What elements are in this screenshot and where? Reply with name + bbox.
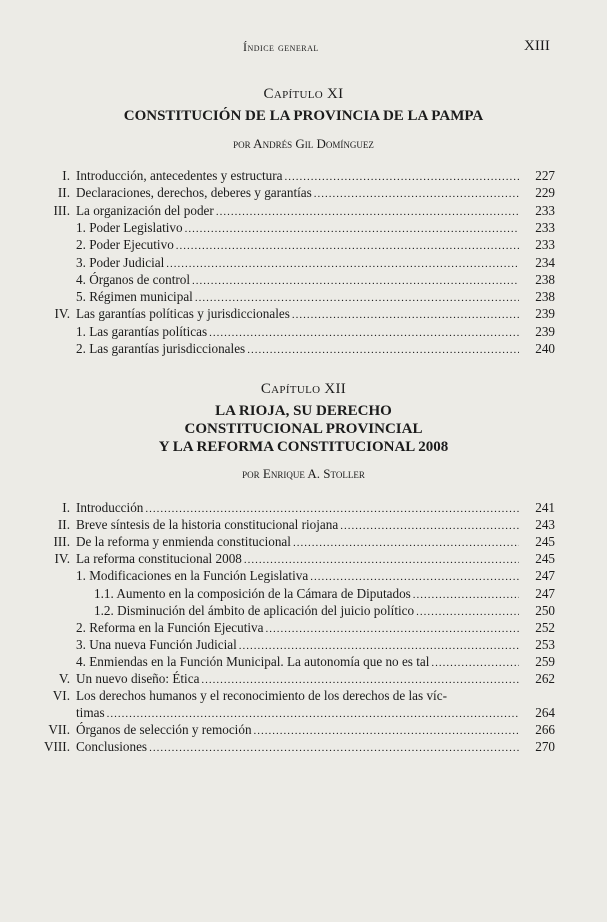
chapter-11-title: CONSTITUCIÓN DE LA PROVINCIA DE LA PAMPA xyxy=(123,108,484,124)
toc-entry-title: 1. Las garantías políticas xyxy=(76,323,208,339)
toc-page-number: 266 xyxy=(535,722,555,738)
chapter-12-title-line-2: CONSTITUCIONAL PROVINCIAL xyxy=(184,421,423,437)
dot-leader xyxy=(285,169,519,185)
dot-leader xyxy=(293,535,519,551)
toc-entry-number: VIII. xyxy=(44,739,70,755)
toc-entry-number: V. xyxy=(58,671,70,686)
dot-leader xyxy=(216,204,519,220)
dot-leader xyxy=(201,672,519,688)
toc-entry[interactable] xyxy=(76,341,555,357)
dot-leader xyxy=(340,518,519,534)
dot-leader xyxy=(195,290,519,306)
dot-leader xyxy=(185,221,519,237)
toc-entry-number: III. xyxy=(53,534,70,550)
toc-entry[interactable] xyxy=(76,289,555,305)
chapter-12-title-line-1: LA RIOJA, SU DERECHO xyxy=(215,403,392,419)
toc-entry-title: Las garantías políticas y jurisdiccionales xyxy=(76,306,290,322)
dot-leader xyxy=(209,325,519,341)
toc-page-number: 234 xyxy=(535,254,555,270)
dot-leader xyxy=(254,723,519,739)
toc-page-number: 259 xyxy=(535,653,555,669)
toc-entry-title: 4. Enmiendas en la Función Municipal. La autonomía que no es tal xyxy=(76,653,430,669)
toc-entry-title: 2. Las garantías jurisdiccionales xyxy=(76,341,246,356)
toc-page-number: 245 xyxy=(535,551,555,567)
toc-entry[interactable] xyxy=(76,500,555,516)
toc-entry[interactable] xyxy=(76,722,555,738)
toc-entry[interactable] xyxy=(76,517,555,533)
toc-entry-title: 5. Régimen municipal xyxy=(76,289,193,305)
toc-entry-title: Un nuevo diseño: Ética xyxy=(76,671,200,686)
dot-leader xyxy=(416,604,519,620)
toc-entry-title: Introducción xyxy=(76,500,144,515)
toc-page-number: 270 xyxy=(535,739,555,755)
toc-entry[interactable] xyxy=(94,603,555,619)
dot-leader xyxy=(431,655,519,671)
toc-entry[interactable] xyxy=(76,324,555,340)
chapter-11-author: por Andrés Gil Domínguez xyxy=(233,136,374,151)
toc-page-number: 243 xyxy=(535,517,555,533)
toc-entry-title: 4. Órganos de control xyxy=(76,271,191,287)
toc-entry-number: I. xyxy=(62,168,70,183)
chapter-11-label: Capítulo XI xyxy=(263,86,344,102)
toc-entry[interactable] xyxy=(76,306,555,322)
toc-entry-title: 1.1. Aumento en la composición de la Cámara de Diputados xyxy=(94,585,411,601)
toc-entry-title: La reforma constitucional 2008 xyxy=(76,551,242,567)
toc-entry-number: II. xyxy=(57,185,70,201)
dot-leader xyxy=(145,501,519,517)
toc-entry[interactable] xyxy=(76,255,555,271)
chapter-12-author: por Enrique A. Stoller xyxy=(242,466,365,481)
toc-page-number: 238 xyxy=(535,271,555,287)
toc-page-number: 241 xyxy=(535,500,555,515)
toc-page-number: 240 xyxy=(535,341,555,356)
toc-page-number: 262 xyxy=(535,671,555,686)
toc-entry-title: 1.2. Disminución del ámbito de aplicación del juicio político xyxy=(94,602,415,618)
toc-page-number: 250 xyxy=(535,602,555,618)
dot-leader xyxy=(314,186,519,202)
toc-entry-title: Introducción, antecedentes y estructura xyxy=(76,168,283,183)
toc-entry-title: Breve síntesis de la historia constitucional riojana xyxy=(76,517,339,533)
toc-page-number: 239 xyxy=(535,306,555,322)
toc-entry-title: 2. Poder Ejecutivo xyxy=(76,237,174,253)
toc-page-number: 247 xyxy=(535,585,555,601)
toc-entry-number: VI. xyxy=(52,688,70,704)
toc-entry[interactable] xyxy=(76,688,555,704)
toc-entry-title: timas xyxy=(76,705,105,721)
toc-entry-number: VII. xyxy=(48,722,70,738)
toc-entry-title: 2. Reforma en la Función Ejecutiva xyxy=(76,619,264,635)
chapter-12-title-line-3: Y LA REFORMA CONSTITUCIONAL 2008 xyxy=(158,439,449,455)
chapter-12-label: Capítulo XII xyxy=(260,381,347,397)
toc-entry-title: Los derechos humanos y el reconocimiento de los derechos de las víc- xyxy=(76,688,447,704)
toc-entry[interactable] xyxy=(76,671,555,687)
toc-entry-title: Órganos de selección y remoción xyxy=(76,722,252,738)
toc-entry-number: IV. xyxy=(54,551,70,567)
toc-page-number: 239 xyxy=(535,323,555,339)
toc-page-number: 252 xyxy=(535,619,555,635)
dot-leader xyxy=(247,342,519,358)
toc-entry[interactable] xyxy=(76,739,555,755)
dot-leader xyxy=(413,587,519,603)
page-number-roman: XIII xyxy=(524,38,550,54)
toc-entry-title: 3. Poder Judicial xyxy=(76,254,165,270)
toc-page-number: 233 xyxy=(535,237,555,253)
toc-entry-title: Conclusiones xyxy=(76,739,148,755)
toc-entry-title: La organización del poder xyxy=(76,202,214,218)
dot-leader xyxy=(107,706,519,722)
toc-page-number: 233 xyxy=(535,219,555,235)
toc-entry-number: IV. xyxy=(54,306,70,322)
dot-leader xyxy=(166,256,519,272)
toc-entry-title: Declaraciones, derechos, deberes y garantías xyxy=(76,185,312,201)
toc-entry-title: 1. Poder Legislativo xyxy=(76,219,183,235)
toc-entry[interactable] xyxy=(76,705,555,721)
dot-leader xyxy=(176,238,519,254)
dot-leader xyxy=(292,307,519,323)
toc-entry[interactable] xyxy=(76,637,555,653)
dot-leader xyxy=(244,552,519,568)
toc-page-number: 264 xyxy=(535,705,555,721)
toc-entry-number: III. xyxy=(53,202,70,218)
toc-entry[interactable] xyxy=(76,654,555,670)
toc-entry[interactable] xyxy=(76,551,555,567)
toc-entry[interactable] xyxy=(76,203,555,219)
running-header-title: Índice general xyxy=(243,40,319,54)
toc-entry[interactable] xyxy=(76,168,555,184)
toc-entry[interactable] xyxy=(76,237,555,253)
dot-leader xyxy=(192,273,519,289)
toc-page-number: 233 xyxy=(535,202,555,218)
toc-entry[interactable] xyxy=(76,272,555,288)
toc-entry[interactable] xyxy=(76,185,555,201)
toc-entry-title: 3. Una nueva Función Judicial xyxy=(76,636,237,652)
toc-entry-title: 1. Modificaciones en la Función Legislativa xyxy=(76,568,309,584)
toc-page-number: 238 xyxy=(535,289,555,305)
toc-page-number: 227 xyxy=(535,168,555,183)
toc-page-number: 247 xyxy=(535,568,555,584)
toc-entry[interactable] xyxy=(76,568,555,584)
toc-entry[interactable] xyxy=(76,534,555,550)
dot-leader xyxy=(310,569,519,585)
toc-entry[interactable] xyxy=(94,586,555,602)
dot-leader xyxy=(239,638,519,654)
toc-page-number: 245 xyxy=(535,534,555,550)
toc-entry-title: De la reforma y enmienda constitucional xyxy=(76,534,291,550)
toc-entry[interactable] xyxy=(76,220,555,236)
toc-entry-number: II. xyxy=(57,517,70,533)
toc-entry[interactable] xyxy=(76,620,555,636)
toc-entry-number: I. xyxy=(62,500,70,515)
toc-page-number: 253 xyxy=(535,636,555,652)
toc-page-number: 229 xyxy=(535,185,555,201)
dot-leader xyxy=(149,740,519,756)
dot-leader xyxy=(266,621,520,637)
